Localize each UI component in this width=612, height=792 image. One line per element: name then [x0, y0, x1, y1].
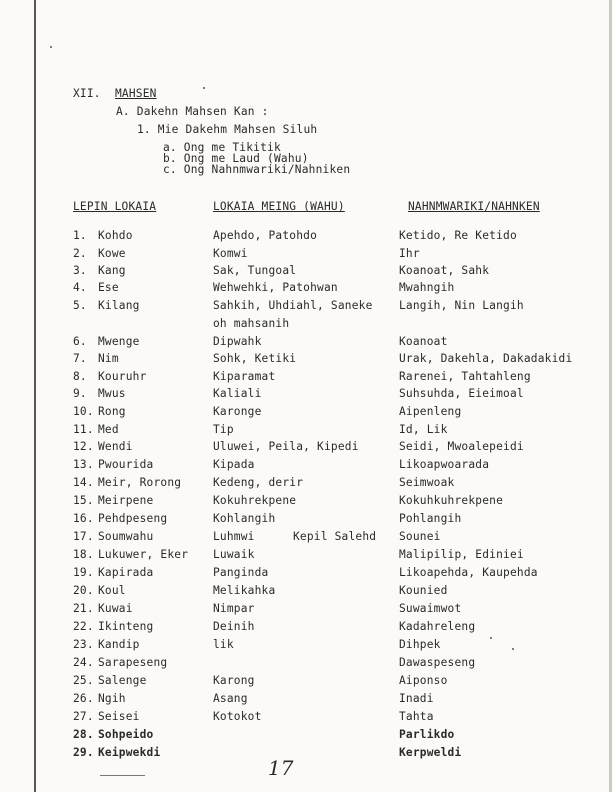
page-number: 17 [268, 756, 294, 780]
row-number: 22. [73, 620, 94, 633]
row-number: 5. [73, 299, 87, 312]
row-number: 13. [73, 458, 94, 471]
row-number: 6. [73, 335, 87, 348]
bottom-rule [100, 775, 145, 776]
lepin-lokaia-cell: Pehdpeseng [98, 512, 168, 525]
lokaia-meing-cell: Tip [213, 423, 234, 436]
lokaia-meing-cell: Sak, Tungoal [213, 264, 297, 277]
row-number: 15. [73, 494, 94, 507]
row-number: 25. [73, 674, 94, 687]
row-number: 4. [73, 281, 87, 294]
lepin-lokaia-cell: Pwourida [98, 458, 154, 471]
lokaia-meing-cell: Sahkih, Uhdiahl, Saneke [213, 299, 373, 312]
lokaia-meing-cell: Luwaik [213, 548, 255, 561]
row-number: 19. [73, 566, 94, 579]
lokaia-meing-extra-cell: Kepil Salehd [293, 530, 377, 543]
lokaia-meing-cell: Melikahka [213, 584, 276, 597]
row-number: 20. [73, 584, 94, 597]
nahnmwariki-cell: Kerpweldi [399, 746, 462, 759]
nahnmwariki-cell: Dawaspeseng [399, 656, 476, 669]
lepin-lokaia-cell: Wendi [98, 440, 133, 453]
nahnmwariki-cell: Koanoat, Sahk [399, 264, 490, 277]
scan-speck [50, 46, 52, 48]
lepin-lokaia-cell: Soumwahu [98, 530, 154, 543]
nahnmwariki-cell: Malipilip, Edinіei [399, 548, 524, 561]
lokaia-meing-cell: Kokuhrekpene [213, 494, 297, 507]
row-number: 2. [73, 247, 87, 260]
nahnmwariki-cell: Dihpek [399, 638, 441, 651]
nahnmwariki-cell: Seidi, Mwoalepeidi [399, 440, 524, 453]
section-number: XII. [73, 87, 101, 100]
nahnmwariki-cell: Pohlangih [399, 512, 462, 525]
nahnmwariki-cell: Ketido, Re Ketido [399, 229, 517, 242]
lepin-lokaia-cell: Rong [98, 405, 126, 418]
row-number: 23. [73, 638, 94, 651]
row-number: 24. [73, 656, 94, 669]
lokaia-meing-continuation: oh mahsanih [213, 317, 290, 330]
row-number: 26. [73, 692, 94, 705]
nahnmwariki-cell: Seimwoak [399, 476, 455, 489]
row-number: 27. [73, 710, 94, 723]
nahnmwariki-cell: Ihr [399, 247, 420, 260]
lepin-lokaia-cell: Meirpene [98, 494, 154, 507]
lokaia-meing-cell: Komwi [213, 247, 248, 260]
lokaia-meing-cell: Kedeng, derir [213, 476, 304, 489]
subheading-a: A. Dakehn Mahsen Kan : [116, 105, 269, 118]
nahnmwariki-cell: Urak, Dakehla, Dakadakidi [399, 352, 573, 365]
column-header-lepin-lokaia: LEPIN LOKAIA [73, 200, 157, 213]
lokaia-meing-cell: Kipada [213, 458, 255, 471]
row-number: 3. [73, 264, 87, 277]
lepin-lokaia-cell: Kouruhr [98, 370, 147, 383]
lepin-lokaia-cell: Med [98, 423, 119, 436]
nahnmwariki-cell: Aipenleng [399, 405, 462, 418]
lokaia-meing-cell: Nimpar [213, 602, 255, 615]
row-number: 28. [73, 728, 94, 741]
row-number: 10. [73, 405, 94, 418]
lokaia-meing-cell: lik [213, 638, 234, 651]
lepin-lokaia-cell: Koul [98, 584, 126, 597]
lepin-lokaia-cell: Kohdo [98, 229, 133, 242]
column-header-lokaia-meing: LOKAIA MEING (WAHU) [213, 200, 345, 213]
lepin-lokaia-cell: Nim [98, 352, 119, 365]
lepin-lokaia-cell: Ikinteng [98, 620, 154, 633]
lokaia-meing-cell: Luhmwi [213, 530, 255, 543]
nahnmwariki-cell: Parlikdo [399, 728, 455, 741]
column-header-nahnmwariki: NAHNMWARIKI/NAHNKEN [408, 200, 540, 213]
row-number: 8. [73, 370, 87, 383]
lokaia-meing-cell: Kiparamat [213, 370, 276, 383]
nahnmwariki-cell: Kounied [399, 584, 448, 597]
nahnmwariki-cell: Inadi [399, 692, 434, 705]
lepin-lokaia-cell: Meir, Rorong [98, 476, 182, 489]
lepin-lokaia-cell: Mwenge [98, 335, 140, 348]
nahnmwariki-cell: Langih, Nin Langih [399, 299, 524, 312]
nahnmwariki-cell: Suhsuhda, Eiеimoal [399, 387, 524, 400]
lepin-lokaia-cell: Seisei [98, 710, 140, 723]
row-number: 1. [73, 229, 87, 242]
row-number: 18. [73, 548, 94, 561]
scan-speck [203, 87, 205, 89]
nahnmwariki-cell: Mwahngih [399, 281, 455, 294]
nahnmwariki-cell: Kadahreleng [399, 620, 476, 633]
row-number: 11. [73, 423, 94, 436]
lepin-lokaia-cell: Salenge [98, 674, 147, 687]
heading-item-b: b. Ong me Laud (Wahu) [163, 152, 309, 165]
lokaia-meing-cell: Wehwehki, Patohwan [213, 281, 338, 294]
row-number: 14. [73, 476, 94, 489]
heading-item-a: a. Ong me Tikitik [163, 141, 281, 154]
lepin-lokaia-cell: Ngih [98, 692, 126, 705]
lokaia-meing-cell: Panginda [213, 566, 269, 579]
lokaia-meing-cell: Karonge [213, 405, 262, 418]
left-margin-rule [34, 0, 36, 792]
lokaia-meing-cell: Apehdo, Patohdo [213, 229, 318, 242]
nahnmwariki-cell: Likoapehda, Kaupehda [399, 566, 538, 579]
nahnmwariki-cell: Suwaimwot [399, 602, 462, 615]
scan-speck [512, 648, 514, 650]
lokaia-meing-cell: Dipwahk [213, 335, 262, 348]
lokaia-meing-cell: Kotokot [213, 710, 262, 723]
row-number: 9. [73, 387, 87, 400]
lokaia-meing-cell: Kohlangih [213, 512, 276, 525]
nahnmwariki-cell: Sounei [399, 530, 441, 543]
lokaia-meing-cell: Asang [213, 692, 248, 705]
row-number: 29. [73, 746, 94, 759]
lokaia-meing-cell: Karong [213, 674, 255, 687]
lepin-lokaia-cell: Kandip [98, 638, 140, 651]
lokaia-meing-cell: Deinih [213, 620, 255, 633]
lokaia-meing-cell: Uluwei, Peila, Kipedi [213, 440, 359, 453]
lokaia-meing-cell: Sohk, Ketiki [213, 352, 297, 365]
nahnmwariki-cell: Rarenei, Tahtahleng [399, 370, 531, 383]
row-number: 17. [73, 530, 94, 543]
lepin-lokaia-cell: Ese [98, 281, 119, 294]
heading-item-c: c. Ong Nahnmwariki/Nahniken [163, 163, 351, 176]
subheading-1: 1. Mie Dakehm Mahsen Siluh [137, 123, 318, 136]
nahnmwariki-cell: Kokuhkuhrekpene [399, 494, 504, 507]
lokaia-meing-cell: Kaliali [213, 387, 262, 400]
lepin-lokaia-cell: Kuwai [98, 602, 133, 615]
nahnmwariki-cell: Koanoat [399, 335, 448, 348]
lepin-lokaia-cell: Mwus [98, 387, 126, 400]
section-title: MAHSEN [115, 87, 157, 100]
lepin-lokaia-cell: Kowe [98, 247, 126, 260]
row-number: 16. [73, 512, 94, 525]
scan-speck [490, 637, 492, 639]
lepin-lokaia-cell: Sohpeido [98, 728, 154, 741]
lepin-lokaia-cell: Kapirada [98, 566, 154, 579]
nahnmwariki-cell: Aiponso [399, 674, 448, 687]
lepin-lokaia-cell: Kang [98, 264, 126, 277]
row-number: 7. [73, 352, 87, 365]
nahnmwariki-cell: Tahta [399, 710, 434, 723]
lepin-lokaia-cell: Keipwekdi [98, 746, 161, 759]
lepin-lokaia-cell: Sarapeseng [98, 656, 168, 669]
nahnmwariki-cell: Id, Lik [399, 423, 448, 436]
row-number: 12. [73, 440, 94, 453]
lepin-lokaia-cell: Lukuwer, Eker [98, 548, 189, 561]
nahnmwariki-cell: Likoapwoarada [399, 458, 490, 471]
row-number: 21. [73, 602, 94, 615]
lepin-lokaia-cell: Kilang [98, 299, 140, 312]
